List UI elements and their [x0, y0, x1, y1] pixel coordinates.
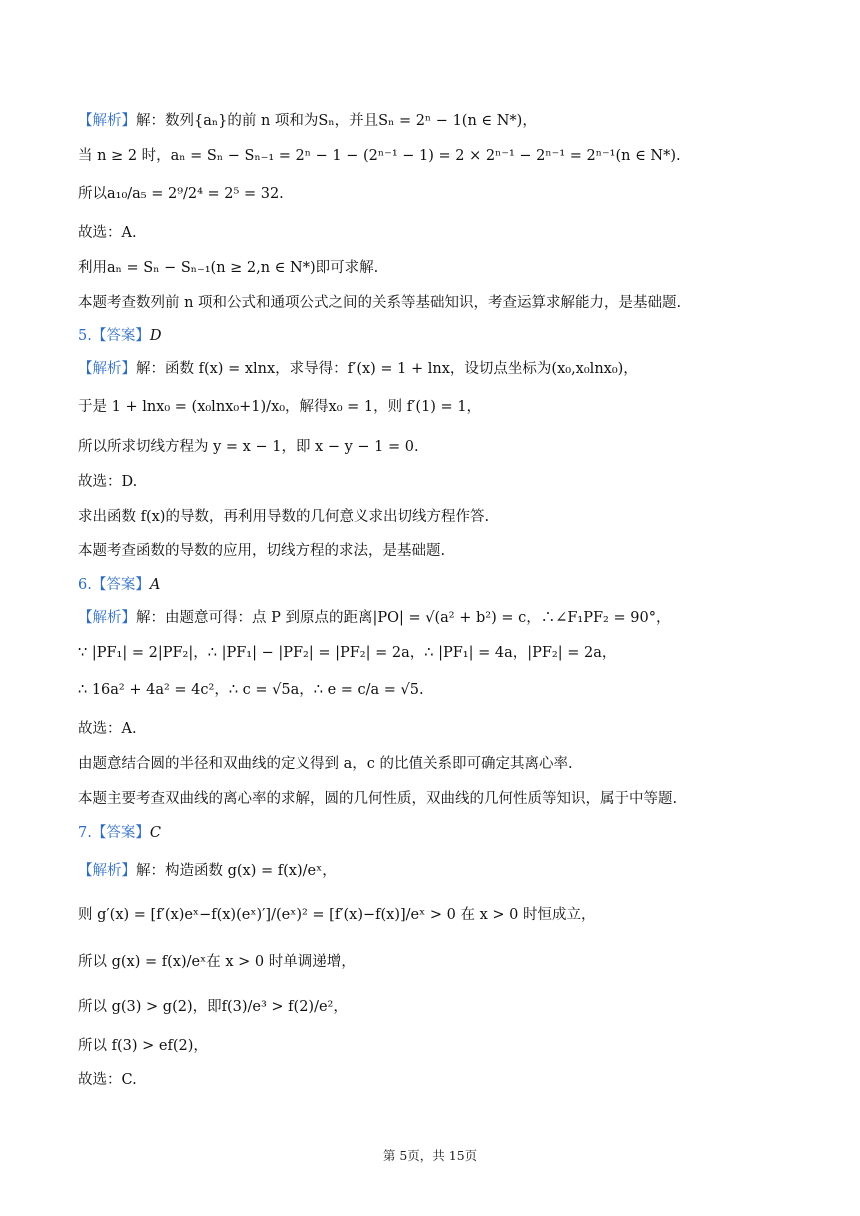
p7-line-2: 则 g′(x) = [f′(x)eˣ−f(x)(eˣ)′]/(eˣ)² = [f′(x)−f(x)]/eˣ > 0 在 x > 0 时恒成立， [78, 907, 596, 923]
p5-line-3: 所以所求切线方程为 y = x − 1，即 x − y − 1 = 0. [78, 439, 419, 455]
p7-answer-value: C [149, 825, 161, 841]
p7-line-4: 所以 g(3) > g(2)，即f(3)/e³ > f(2)/e²， [78, 999, 348, 1015]
p4-line-2: 当 n ≥ 2 时，aₙ = Sₙ − Sₙ₋₁ = 2ⁿ − 1 − (2ⁿ⁻¹ − 1) = 2 × 2ⁿ⁻¹ − 2ⁿ⁻¹ = 2ⁿ⁻¹(n ∈ N*). [78, 148, 681, 164]
p6-line-5: 由题意结合圆的半径和双曲线的定义得到 a，c 的比值关系即可确定其离心率. [78, 756, 573, 772]
p7-line-1 [78, 860, 820, 882]
p6-text-1: 解：由题意可得：点 P 到原点的距离|PO| = √(a² + b²) = c，∴∠F₁PF₂ = 90°， [136, 610, 671, 626]
p5-line-1 [78, 358, 820, 380]
p6-line-3: ∴ 16a² + 4a² = 4c²，∴ c = √5a，∴ e = c/a = √5. [78, 682, 424, 698]
p7-analysis-tag: 【解析】 [78, 863, 136, 879]
p7-line-3: 所以 g(x) = f(x)/eˣ在 x > 0 时单调递增， [78, 954, 356, 970]
p5-line-2: 于是 1 + lnx₀ = (x₀lnx₀+1)/x₀，解得x₀ = 1，则 f′(1) = 1， [78, 399, 482, 415]
p6-answer-line [78, 574, 820, 596]
p6-analysis-tag: 【解析】 [78, 610, 136, 626]
p4-line-1 [78, 110, 820, 132]
page-footer: 第 5页，共 15页 [382, 1148, 478, 1163]
p6-line-2: ∵ |PF₁| = 2|PF₂|，∴ |PF₁| − |PF₂| = |PF₂| = 2a，∴ |PF₁| = 4a，|PF₂| = 2a， [78, 645, 617, 661]
p4-line-5: 利用aₙ = Sₙ − Sₙ₋₁(n ≥ 2,n ∈ N*)即可求解. [78, 260, 379, 276]
p5-line-5: 求出函数 f(x)的导数，再利用导数的几何意义求出切线方程作答. [78, 509, 490, 525]
p5-text-1: 解：函数 f(x) = xlnx，求导得：f′(x) = 1 + lnx，设切点坐标为(x₀,x₀lnx₀)， [136, 361, 638, 377]
p7-line-6: 故选：C. [78, 1072, 137, 1088]
p5-line-4: 故选：D. [78, 474, 138, 490]
p6-answer-value: A [149, 577, 161, 593]
p5-answer-label: 5.【答案】 [78, 328, 150, 344]
p5-answer-line [78, 325, 820, 347]
p6-line-6: 本题主要考查双曲线的离心率的求解，圆的几何性质，双曲线的几何性质等知识，属于中等题. [78, 791, 678, 807]
p5-analysis-tag: 【解析】 [78, 361, 136, 377]
p7-line-5: 所以 f(3) > ef(2)， [78, 1038, 208, 1054]
p5-answer-value: D [149, 328, 162, 344]
p4-line-3: 所以a₁₀/a₅ = 2⁹/2⁴ = 2⁵ = 32. [78, 186, 284, 202]
p6-line-4: 故选：A. [78, 721, 137, 737]
p4-analysis-tag: 【解析】 [78, 113, 136, 129]
p4-line-6: 本题考查数列前 n 项和公式和通项公式之间的关系等基础知识，考查运算求解能力，是基础题. [78, 295, 682, 311]
p4-line-4: 故选：A. [78, 225, 137, 241]
p7-answer-line [78, 822, 820, 844]
p5-line-6: 本题考查函数的导数的应用，切线方程的求法，是基础题. [78, 543, 446, 559]
p7-answer-label: 7.【答案】 [78, 825, 150, 841]
p7-text-1: 解：构造函数 g(x) = f(x)/eˣ， [136, 863, 337, 879]
p4-text-1: 解：数列{aₙ}的前 n 项和为Sₙ，并且Sₙ = 2ⁿ − 1(n ∈ N*)， [136, 113, 537, 129]
p6-line-1 [78, 607, 820, 629]
p6-answer-label: 6.【答案】 [78, 577, 150, 593]
